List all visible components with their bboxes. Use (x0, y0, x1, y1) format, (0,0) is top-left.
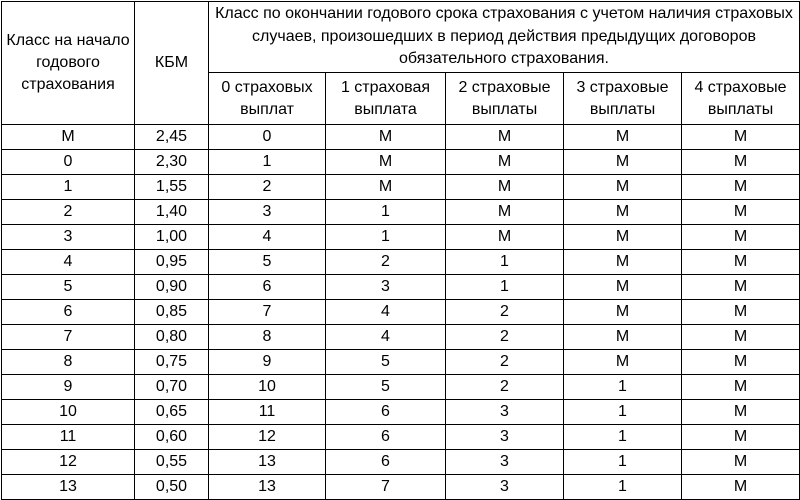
header-payout-4 (682, 73, 800, 125)
cell-0-payouts: 12 (209, 425, 326, 450)
header-payout-0 (209, 73, 326, 125)
cell-2-payouts: М (446, 175, 564, 200)
cell-3-payouts: М (564, 250, 682, 275)
cell-2-payouts: М (446, 150, 564, 175)
header-payout-line2: выплаты (471, 100, 538, 118)
cell-4-payouts: М (682, 225, 800, 250)
header-payout-line2: выплаты (589, 100, 656, 118)
header-payout-line1: 4 страховые (694, 78, 787, 96)
cell-class: 3 (2, 225, 135, 250)
table-row (2, 300, 800, 325)
cell-0-payouts: 13 (209, 450, 326, 475)
cell-class: 12 (2, 450, 135, 475)
cell-2-payouts: 2 (446, 375, 564, 400)
cell-1-payout: 6 (326, 425, 446, 450)
cell-3-payouts: М (564, 325, 682, 350)
table-row (2, 200, 800, 225)
cell-2-payouts: М (446, 225, 564, 250)
cell-1-payout: 3 (326, 275, 446, 300)
cell-1-payout: М (326, 125, 446, 150)
table-row (2, 425, 800, 450)
table-body (2, 125, 800, 500)
cell-class: 5 (2, 275, 135, 300)
table-row (2, 350, 800, 375)
cell-3-payouts: 1 (564, 425, 682, 450)
cell-4-payouts: М (682, 275, 800, 300)
cell-class: 13 (2, 475, 135, 500)
cell-kbm: 0,75 (135, 350, 209, 375)
cell-4-payouts: М (682, 350, 800, 375)
cell-class: 7 (2, 325, 135, 350)
cell-2-payouts: 1 (446, 275, 564, 300)
cell-0-payouts: 4 (209, 225, 326, 250)
cell-0-payouts: 10 (209, 375, 326, 400)
cell-0-payouts: 0 (209, 125, 326, 150)
cell-1-payout: 2 (326, 250, 446, 275)
cell-1-payout: М (326, 150, 446, 175)
cell-3-payouts: 1 (564, 475, 682, 500)
cell-1-payout: 5 (326, 375, 446, 400)
header-start-class: Класс на начало годового страхования (2, 2, 135, 125)
cell-2-payouts: 2 (446, 350, 564, 375)
cell-2-payouts: М (446, 125, 564, 150)
cell-class: М (2, 125, 135, 150)
cell-kbm: 1,55 (135, 175, 209, 200)
table-row (2, 150, 800, 175)
cell-kbm: 0,50 (135, 475, 209, 500)
header-payout-line2: выплата (354, 100, 417, 118)
cell-kbm: 0,70 (135, 375, 209, 400)
cell-class: 10 (2, 400, 135, 425)
cell-3-payouts: 1 (564, 375, 682, 400)
table-row (2, 125, 800, 150)
cell-0-payouts: 7 (209, 300, 326, 325)
cell-1-payout: 4 (326, 325, 446, 350)
header-payout-line2: выплат (240, 100, 294, 118)
cell-3-payouts: 1 (564, 400, 682, 425)
cell-0-payouts: 9 (209, 350, 326, 375)
cell-0-payouts: 3 (209, 200, 326, 225)
cell-4-payouts: М (682, 400, 800, 425)
cell-kbm: 1,00 (135, 225, 209, 250)
cell-2-payouts: 3 (446, 450, 564, 475)
table-row (2, 400, 800, 425)
header-kbm: КБМ (135, 2, 209, 125)
cell-3-payouts: М (564, 225, 682, 250)
table-row (2, 175, 800, 200)
cell-3-payouts: М (564, 350, 682, 375)
cell-0-payouts: 5 (209, 250, 326, 275)
table-row (2, 225, 800, 250)
cell-0-payouts: 13 (209, 475, 326, 500)
cell-2-payouts: 2 (446, 300, 564, 325)
cell-kbm: 0,60 (135, 425, 209, 450)
cell-3-payouts: М (564, 125, 682, 150)
header-payout-line1: 3 страховые (576, 78, 669, 96)
table-row (2, 375, 800, 400)
cell-4-payouts: М (682, 375, 800, 400)
cell-kbm: 2,45 (135, 125, 209, 150)
cell-0-payouts: 11 (209, 400, 326, 425)
cell-kbm: 0,95 (135, 250, 209, 275)
cell-3-payouts: М (564, 300, 682, 325)
table-row (2, 325, 800, 350)
header-payout-line2: выплаты (707, 100, 774, 118)
cell-0-payouts: 1 (209, 150, 326, 175)
cell-1-payout: 4 (326, 300, 446, 325)
cell-4-payouts: М (682, 300, 800, 325)
cell-2-payouts: 3 (446, 425, 564, 450)
cell-2-payouts: 2 (446, 325, 564, 350)
cell-class: 11 (2, 425, 135, 450)
cell-kbm: 0,85 (135, 300, 209, 325)
cell-4-payouts: М (682, 425, 800, 450)
cell-4-payouts: М (682, 175, 800, 200)
cell-1-payout: 7 (326, 475, 446, 500)
cell-kbm: 1,40 (135, 200, 209, 225)
header-payout-line1: 1 страховая (340, 78, 431, 96)
cell-0-payouts: 8 (209, 325, 326, 350)
cell-class: 2 (2, 200, 135, 225)
cell-4-payouts: М (682, 150, 800, 175)
cell-0-payouts: 6 (209, 275, 326, 300)
cell-3-payouts: М (564, 150, 682, 175)
cell-1-payout: 6 (326, 400, 446, 425)
header-payout-1 (326, 73, 446, 125)
cell-3-payouts: М (564, 200, 682, 225)
cell-class: 9 (2, 375, 135, 400)
cell-kbm: 0,55 (135, 450, 209, 475)
cell-2-payouts: 3 (446, 475, 564, 500)
cell-1-payout: 1 (326, 200, 446, 225)
cell-4-payouts: М (682, 325, 800, 350)
cell-class: 1 (2, 175, 135, 200)
cell-class: 4 (2, 250, 135, 275)
cell-class: 6 (2, 300, 135, 325)
header-payout-line1: 2 страховые (458, 78, 551, 96)
cell-1-payout: 1 (326, 225, 446, 250)
cell-3-payouts: М (564, 175, 682, 200)
cell-kbm: 0,90 (135, 275, 209, 300)
header-end-class-group: Класс по окончании годового срока страхования с учетом наличия страховых случаев, произошедших в период действия предыдущих договоров обязательного страхования. (209, 2, 800, 73)
cell-4-payouts: М (682, 475, 800, 500)
cell-4-payouts: М (682, 125, 800, 150)
cell-1-payout: 5 (326, 350, 446, 375)
cell-0-payouts: 2 (209, 175, 326, 200)
cell-3-payouts: М (564, 275, 682, 300)
table-row (2, 275, 800, 300)
table-row (2, 450, 800, 475)
cell-class: 8 (2, 350, 135, 375)
cell-4-payouts: М (682, 250, 800, 275)
cell-2-payouts: 1 (446, 250, 564, 275)
cell-4-payouts: М (682, 200, 800, 225)
cell-2-payouts: 3 (446, 400, 564, 425)
cell-3-payouts: 1 (564, 450, 682, 475)
cell-2-payouts: М (446, 200, 564, 225)
table-header (2, 2, 800, 125)
cell-kbm: 0,80 (135, 325, 209, 350)
cell-1-payout: М (326, 175, 446, 200)
cell-kbm: 0,65 (135, 400, 209, 425)
cell-class: 0 (2, 150, 135, 175)
cell-kbm: 2,30 (135, 150, 209, 175)
cell-4-payouts: М (682, 450, 800, 475)
header-payout-line1: 0 страховых (221, 78, 313, 96)
table-row (2, 250, 800, 275)
cell-1-payout: 6 (326, 450, 446, 475)
table-row (2, 475, 800, 500)
header-payout-3 (564, 73, 682, 125)
kbm-table (1, 1, 800, 500)
header-payout-2 (446, 73, 564, 125)
